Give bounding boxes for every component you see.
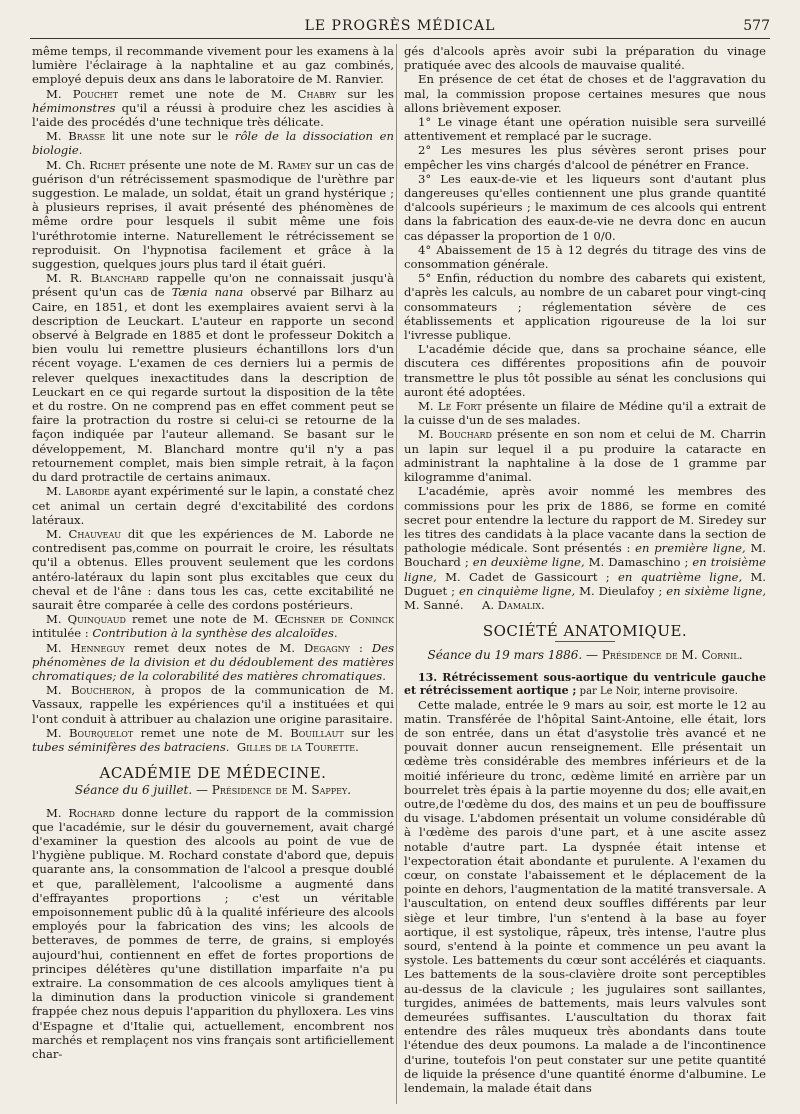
paragraph: M. Rochard donne lecture du rapport de la commission que l'académie, sur le désir du gouvernement, avait chargé d'examiner la question des alcools au point de vue de l'hygiène publique. M. Rochard constate d'abord que, depuis quarante ans, la consommation de l'alcool a presque doublé et que, parallèlement, l'alcoolisme a augmenté dans d'effrayantes proportions ; c'est un véritable empoisonnement public dû à la qualité inférieure des alcools employés pour la fabrication des vins; les alcools de betteraves, de pommes de terre, de grains, si employés aujourd'hui, contiennent en effet de fortes proportions de principes délétères qu'une distillation imparfaite n'a pu extraire. La consommation de ces alcools amyliques tient à la diminution dans la production vinicole si grandement frappée chez nous depuis l'apparition du phylloxera. Les vins d'Espagne et d'Italie qui, actuellement, encombrent nos marchés et remplaçent nos vins français sont artificiellement char- [32, 805, 394, 1062]
session-line: Séance du 6 juillet. — Présidence de M. Sappey. [74, 783, 352, 798]
page-number: 577 [743, 18, 770, 34]
section-title-academie: ACADÉMIE DE MÉDECINE. [99, 764, 327, 783]
paragraph: 3° Les eaux-de-vie et les liqueurs sont d'autant plus dangereuses qu'elles contiennent une plus grande quantité d'alcools supérieurs ; le maximum de ces alcools qui entrent dans la fabrication des eaux-de-vie ne devra donc en aucun cas dépasser la proportion de 1 0/0. [404, 171, 766, 243]
paragraph: même temps, il recommande vivement pour les examens à la lumière l'éclairage à la naphtaline et au gaz combinés, employé depuis deux ans dans le laboratoire de M. Ranvier. [32, 44, 394, 87]
section-title-societe: SOCIÉTÉ ANATOMIQUE. [482, 622, 688, 641]
right-column [404, 44, 766, 1106]
session-line: Séance du 19 mars 1886. — Présidence de M. Cornil. [427, 648, 743, 663]
paragraph: M. R. Blanchard rappelle qu'on ne connaissait jusqu'à présent qu'un cas de Tænia nana observé par Bilharz au Caire, en 1851, et dont les exemplaires avaient servi à la description de Leuckart. L'auteur en rapporte un second observé à Belgrade en 1885 et dont le professeur Dokitch a bien voulu lui remettre plusieurs échantillons lors d'un récent voyage. L'examen de ces derniers lui a permis de relever quelques inexactitudes dans la description de Leuckart en ce qui regarde surtout la disposition de la tête et du rostre. On ne comprend pas en effet comment peut se faire la protraction du rostre si celui-ci se retourne de la façon indiquée par l'auteur allemand. Se basant sur le développement, M. Blanchard montre qu'il n'y a pas retournement complet, mais bien simple retrait, à la façon du dard protractile de certains animaux. [32, 271, 394, 485]
paragraph: M. Boucheron, à propos de la communication de M. Vassaux, rappelle les expériences qu'il a instituées et qui l'ont conduit à attribuer au chalazion une origine parasitaire. [32, 683, 394, 726]
author-signature: Gilles de la Tourette. [236, 739, 359, 754]
paragraph: M. Bourquelot remet une note de M. Bouillaut sur les tubes séminifères des batraciens. Gilles de la Tourette. [32, 725, 394, 754]
observation-title: 13. Rétrécissement sous-aortique du ventricule gauche et rétrécissement aortique ; par Le Noir, interne provisoire. [404, 670, 766, 697]
paragraph: 1° Le vinage étant une opération nuisible sera surveillé attentivement et remplacé par le sucrage. [404, 115, 766, 144]
paragraph: L'académie, après avoir nommé les membres des commissions pour les prix de 1886, se forme en comité secret pour entendre la lecture du rapport de M. Siredey sur les titres des candidats à la place vacante dans la section de pathologie médicale. Sont présentés : en première ligne, M. Bouchard ; en deuxième ligne, M. Damaschino ; en troisième ligne, M. Cadet de Gassicourt ; en quatrième ligne, M. Duguet ; en cinquième ligne, M. Dieulafoy ; en sixième ligne, M. Sanné. A. Damalix. [404, 484, 766, 612]
paragraph: 2° Les mesures les plus sévères seront prises pour empêcher les vins chargés d'alcool de pénétrer en France. [404, 143, 766, 172]
paragraph: M. Chauveau dit que les expériences de M. Laborde ne contredisent pas,comme on pourrait le croire, les résultats qu'il a obtenus. Elles prouvent seulement que les cordons antéro-latéraux du lapin sont plus excitables que ceux du cheval et de l'âne : dans tous les cas, cette excitabilité ne saurait être comparée à celle des cordons postérieurs. [32, 526, 394, 612]
paragraph: M. Brasse lit une note sur le rôle de la dissociation en biologie. [32, 129, 394, 158]
paragraph: M. Henneguy remet deux notes de M. Degagny : Des phénomènes de la division et du dédoublement des matières chromatiques; de la colorabilité des matières chromatiques. [32, 640, 394, 683]
paragraph: M. Laborde ayant expérimenté sur le lapin, a constaté chez cet animal un certain degré d'excitabilité des cordons latéraux. [32, 484, 394, 527]
paragraph: gés d'alcools après avoir subi la préparation du vinage pratiquée avec des alcools de mauvaise qualité. [404, 44, 766, 73]
paragraph: M. Quinquaud remet une note de M. Œchsner de Coninck intitulée : Contribution à la synthèse des alcaloïdes. [32, 612, 394, 641]
author-signature: A. Damalix. [482, 597, 545, 612]
column-divider [396, 44, 397, 1104]
paragraph: 5° Enfin, réduction du nombre des cabarets qui existent, d'après les calculs, au nombre de un cabaret pour vingt-cinq consommateurs ; réglementation sévère de ces établissements et application rigoureuse de la loi sur l'ivresse publique. [404, 271, 766, 343]
section-rule [555, 641, 615, 642]
paragraph: 4° Abaissement de 15 à 12 degrés du titrage des vins de consommation générale. [404, 242, 766, 272]
paragraph: M. Le Fort présente un filaire de Médine qu'il a extrait de la cuisse d'un de ses malades. [404, 399, 766, 428]
paragraph: En présence de cet état de choses et de l'aggravation du mal, la commission propose certaines mesures que nous allons brièvement exposer. [404, 72, 766, 115]
left-column [32, 44, 394, 1106]
journal-title: LE PROGRÈS MÉDICAL [304, 18, 496, 34]
paragraph: M. Ch. Richet présente une note de M. Ramey sur un cas de guérison d'un rétrécissement spasmodique de l'urèthre par suggestion. Le malade, un soldat, était un grand hystérique ; à plusieurs reprises, il avait présenté des phénomènes de même ordre pour lesquels il subit même une fois l'uréthrotomie interne. Naturellement le rétrécissement se reproduisit. On l'hypnotisa facilement et grâce à la suggestion, quelques jours plus tard il était guéri. [32, 157, 394, 272]
running-header [30, 16, 770, 39]
paragraph: M. Pouchet remet une note de M. Chabry sur les hémimonstres qu'il a réussi à produire chez les ascidies à l'aide des procédés d'une technique très délicate. [32, 86, 394, 130]
paragraph: L'académie décide que, dans sa prochaine séance, elle discutera ces différentes propositions afin de pouvoir transmettre le plus tôt possible au sénat les conclusions qui auront été adoptées. [404, 342, 766, 399]
paragraph: Cette malade, entrée le 9 mars au soir, est morte le 12 au matin. Transférée de l'hôpital Saint-Antoine, elle était, lors de son entrée, dans un état d'asystolie très avancé et ne pouvait donner aucun renseignement. Elle présentait un œdème très considérable des membres inférieurs et de la moitié inférieure du tronc, œdème limité en arrière par un bourrelet très épais à la partie moyenne du dos; elle avait,en outre,de l'œdème du dos, des mains et un peu de bouffissure du visage. L'abdomen présentait un volume considérable dû à l'œdème des parois d'une part, et à une ascite assez notable d'autre part. La dyspnée était intense et l'expectoration était abondante et purulente. A l'examen du cœur, on constate l'abaissement et le déplacement de la pointe en dehors, l'augmentation de la matité transversale. A l'auscultation, on entend deux souffles différents par leur siège et leur timbre, l'un s'entend à la base au foyer aortique, il est systolique, râpeux, très intense, l'autre plus sourd, s'entend à la pointe et commence un peu avant la systole. Les battements du cœur sont accélérés et ciaquants. Les battements de la sous-clavière droite sont perceptibles au-dessus de la clavicule ; les jugulaires sont saillantes, turgides, animées de battements, mais leurs valvules sont demeurées suffisantes. L'auscultation du thorax fait entendre des râles muqueux très abondants dans toute l'étendue des deux poumons. La malade a de l'incontinence d'urine, toutefois l'on peut constater sur une petite quantité de liquide la présence d'une quantité énorme d'albumine. Le lendemain, la malade était dans [404, 697, 766, 1096]
paragraph: M. Bouchard présente en son nom et celui de M. Charrin un lapin sur lequel il a pu produire la cataracte en administrant la naphtaline à la dose de 1 gramme par kilogramme d'animal. [404, 427, 766, 485]
